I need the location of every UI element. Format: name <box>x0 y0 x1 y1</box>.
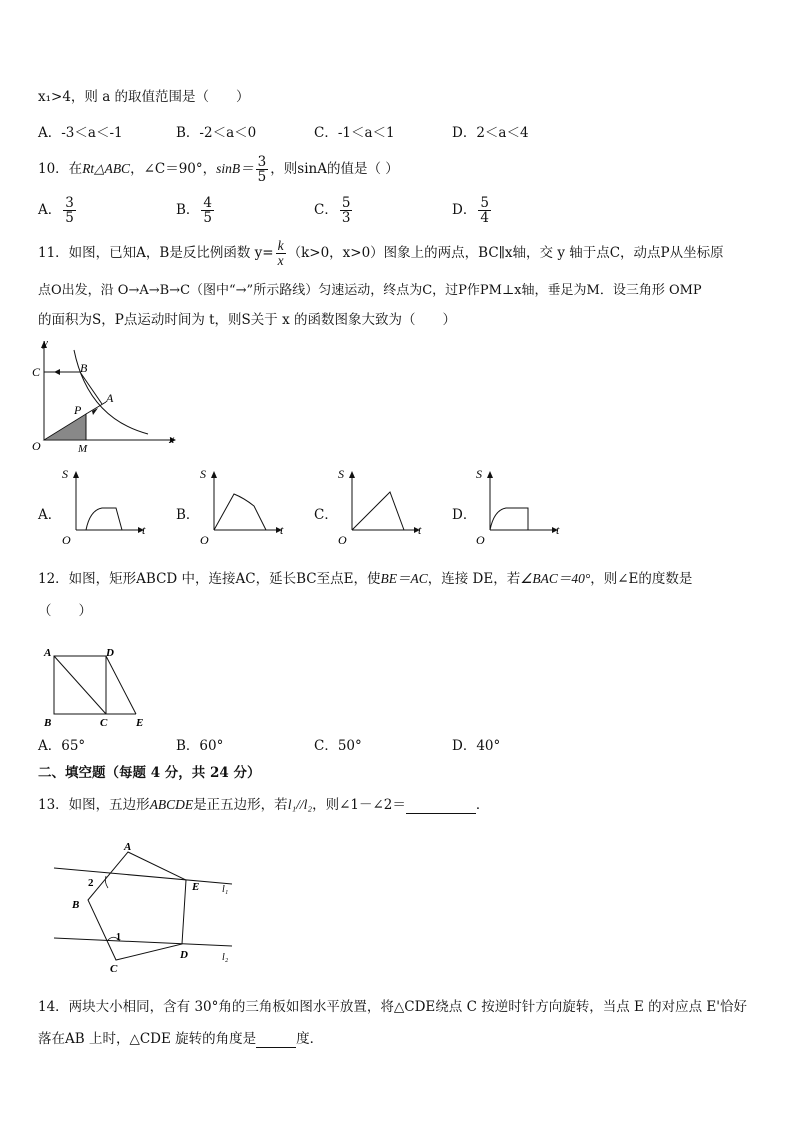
q11-b-s: S <box>200 467 206 481</box>
q12-fig-d: D <box>106 647 114 659</box>
q11-fig-a: A <box>106 391 114 405</box>
q13-answer-blank[interactable] <box>406 813 476 814</box>
q11-c-o: O <box>338 533 347 547</box>
q13-fig-l1: l₁ <box>222 884 229 895</box>
q11-b-o: O <box>200 533 209 547</box>
q10-stem: 10．在Rt△ABC，∠C＝90°，sinB＝ $\frac{3}{5}$ ，则sinA的值是（ ） <box>38 154 399 185</box>
q11-choice-c-label[interactable]: C． <box>314 507 338 523</box>
q11-fig-p: P <box>74 403 82 417</box>
q12-figure <box>40 642 160 732</box>
q11-c-s: S <box>338 467 344 481</box>
q13-fig-b: B <box>72 899 80 911</box>
q11-choice-a-graph[interactable] <box>58 464 153 546</box>
q11-choice-d-graph[interactable] <box>472 464 567 546</box>
q9-option-d[interactable]: D．2＜a＜4 <box>452 125 529 141</box>
q12-fig-e: E <box>136 717 144 729</box>
q12-fig-c: C <box>100 717 108 729</box>
q11-fig-c: C <box>32 365 41 379</box>
q13-fig-angle2: 2 <box>88 877 94 889</box>
q11-stem-line1: 11．如图，已知A，B是反比例函数 y= $\frac{k}{x}$ （k>0，x>0）图象上的两点，BC∥x轴，交 y 轴于点C，动点P从坐标原 <box>38 238 724 268</box>
q11-d-t: t <box>556 523 560 537</box>
q12-fig-a: A <box>44 647 52 659</box>
q11-b-t: t <box>280 523 284 537</box>
q11-a-t: t <box>142 523 146 537</box>
q12-option-a[interactable]: A．65° <box>38 738 86 754</box>
q11-stem-line3: 的面积为S，P点运动时间为 t，则S关于 x 的函数图象大致为（ ） <box>38 312 456 328</box>
q11-choice-c-graph[interactable] <box>334 464 429 546</box>
q13-fig-a: A <box>124 841 132 853</box>
q11-a-o: O <box>62 533 71 547</box>
q10-option-a[interactable]: A． $\frac{3}{5}$ <box>38 195 74 226</box>
q11-fig-m: M <box>78 443 88 455</box>
q9-option-a[interactable]: A．-3＜a＜-1 <box>38 125 123 141</box>
q13-fig-e: E <box>192 881 200 893</box>
q11-stem-line2: 点O出发，沿 O→A→B→C（图中“→”所示路线）匀速运动，终点为C，过P作PM⊥x轴，垂足为M．设三角形 OMP <box>38 283 702 298</box>
q13-fig-c: C <box>110 963 118 975</box>
q11-main-figure <box>30 336 180 456</box>
q10-option-d[interactable]: D． $\frac{5}{4}$ <box>452 195 489 226</box>
q12-option-c[interactable]: C．50° <box>314 738 362 754</box>
q10-option-c[interactable]: C． $\frac{5}{3}$ <box>314 195 351 226</box>
q13-fig-l2: l₂ <box>222 952 229 963</box>
q13-fig-angle1: 1 <box>116 932 121 943</box>
q11-fig-x: x <box>169 432 175 446</box>
q13-fig-d: D <box>180 949 188 961</box>
q12-option-b[interactable]: B．60° <box>176 738 224 754</box>
q11-d-o: O <box>476 533 485 547</box>
q13-stem: 13．如图，五边形ABCDE是正五边形，若l₁//l₂，则∠1－∠2＝ ． <box>38 797 490 813</box>
q12-stem-line2: （ ） <box>38 603 92 619</box>
q10-option-b[interactable]: B． $\frac{4}{5}$ <box>176 195 213 226</box>
q9-option-c[interactable]: C．-1＜a＜1 <box>314 125 395 141</box>
q12-option-d[interactable]: D．40° <box>452 738 501 754</box>
q11-a-s: S <box>62 467 68 481</box>
q14-stem-line2: 落在AB 上时，△CDE 旋转的角度是 度． <box>38 1031 324 1047</box>
q14-stem-line1: 14．两块大小相同，含有 30°角的三角板如图水平放置，将△CDE绕点 C 按逆时针方向旋转，当点 E 的对应点 E'恰好 <box>38 999 747 1015</box>
q13-figure <box>46 838 246 978</box>
q9-stem: x₁>4，则 a 的取值范围是（ ） <box>38 89 250 105</box>
q10-given-fraction: $\frac{3}{5}$ <box>257 154 267 185</box>
q11-choice-d-label[interactable]: D． <box>452 507 477 523</box>
q9-option-b[interactable]: B．-2＜a＜0 <box>176 125 257 141</box>
q11-choice-b-label[interactable]: B． <box>176 507 200 523</box>
q11-k-over-x: $\frac{k}{x}$ <box>277 238 284 268</box>
q11-fig-y: y <box>43 337 48 349</box>
q12-stem-line1: 12．如图，矩形ABCD 中，连接AC，延长BC至点E，使BE＝AC，连接 DE，若∠BAC＝40°，则∠E的度数是 <box>38 571 693 587</box>
q11-choice-b-graph[interactable] <box>196 464 291 546</box>
q11-d-s: S <box>476 467 482 481</box>
q12-fig-b: B <box>44 717 52 729</box>
q11-c-t: t <box>418 523 422 537</box>
q14-answer-blank[interactable] <box>256 1047 296 1048</box>
q11-fig-b: B <box>80 361 88 375</box>
section-title-fill-blank: 二、填空题（每题 4 分，共 24 分） <box>38 765 261 781</box>
q11-fig-o: O <box>32 439 41 453</box>
q11-choice-a-label[interactable]: A． <box>38 507 62 523</box>
